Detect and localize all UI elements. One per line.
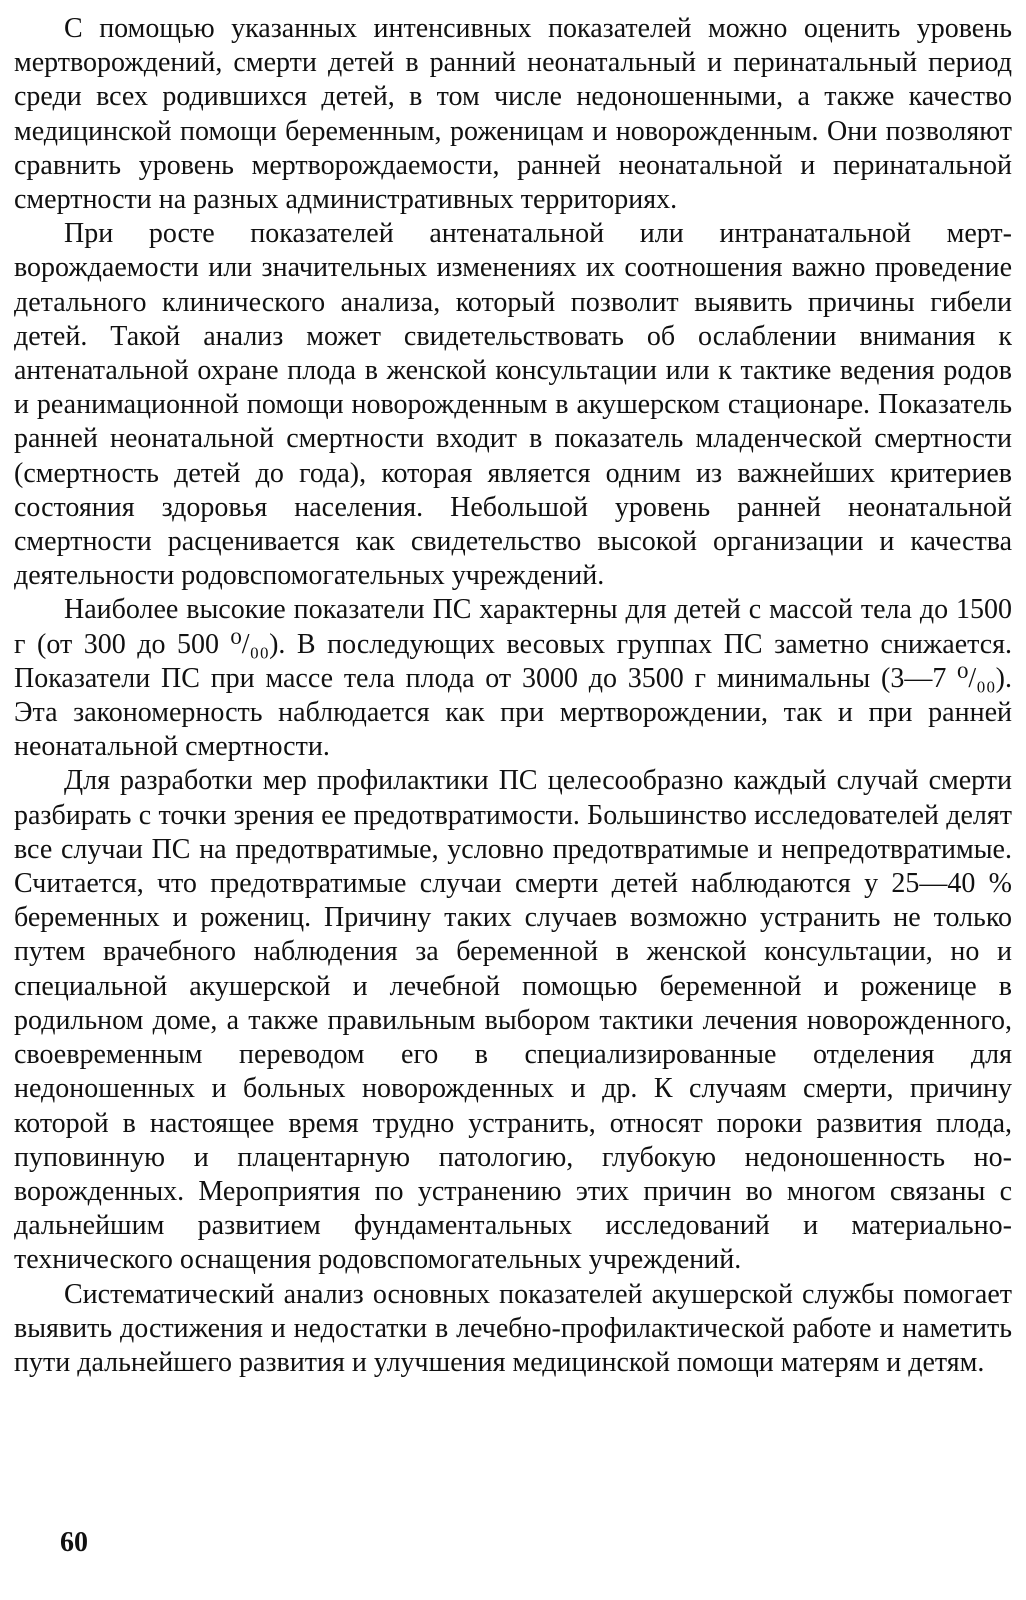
paragraph-2: При росте показателей антенатальной или интранатальной мертворождаемости или значительных изменениях их соотношения важно проведение детального клинического анализа, который позволит выявить причины гибели детей. Такой анализ может свидетельствовать об ослаблении внимания к антенатальной охране плода в женской консультации или к тактике ведения родов и реанимационной помощи новорожденным в акушерском стационаре. Показатель ранней неонатальной смертности входит в показатель младенческой смертности (смертность детей до года), которая является одним из важнейших критериев состояния здоровья населения. Небольшой уровень ранней неонатальной смертности расценивается как свидетельство высокой организации и качества деятельности родовспомогательных учреждений. bbox=[14, 218, 1012, 592]
document-page bbox=[14, 12, 1012, 1588]
page-number: 60 bbox=[60, 1527, 88, 1558]
paragraph-1: С помощью указанных интенсивных показателей можно оценить уровень мертворождений, смерти детей в ранний неонатальный и перинатальный период среди всех родившихся детей, в том числе недоношенными, а также качество медицинской помощи беременным, роженицам и новорожденным. Они позволяют сравнить уровень мертворождаемости, ранней неонатальной и перинатальной смертности на разных административных территориях. bbox=[14, 13, 1012, 216]
paragraph-4: Для разработки мер профилактики ПС целесообразно каждый случай смерти разбирать с точки зрения ее предотвратимости. Большинство исследователей делят все случаи ПС на предотвратимые, условно предотвратимые и непредотвратимые. Считается, что предотвратимые случаи смерти детей наблюдаются у 25—40 % беременных и рожениц. Причину таких случаев возможно устранить не только путем врачебного наблюдения за беременной в женской консультации, но и специальной акушерской и лечебной помощью беременной и роженице в родильном доме, а также правильным выбором тактики лечения новорожденного, своевременным переводом его в специализированные отделения для недоношенных и больных новорожденных и др. К случаям смерти, причину которой в настоящее время трудно устранить, относят пороки развития плода, пуповинную и плацентарную патологию, глубокую недоношенность новорожденных. Мероприятия по устранению этих причин во многом связаны с дальнейшим развитием фундаментальных исследований и материально-технического оснащения родовспомогательных учреждений. bbox=[14, 765, 1012, 1276]
paragraph-5: Систематический анализ основных показателей акушерской службы помогает выявить достижения и недостатки в лечебно-профилактической работе и наметить пути дальнейшего развития и улучшения медицинской помощи матерям и детям. bbox=[14, 1278, 1012, 1378]
paragraph-3: Наиболее высокие показатели ПС характерны для детей с массой тела до 1500 г (от 300 до 500 ⁰/₀₀). В последующих весовых группах ПС заметно снижается. Показатели ПС при массе тела плода от 3000 до 3500 г минимальны (3—7 ⁰/₀₀). Эта закономерность наблюдается как при мертворождении, так и при ранней неонатальной смертности. bbox=[14, 594, 1012, 763]
